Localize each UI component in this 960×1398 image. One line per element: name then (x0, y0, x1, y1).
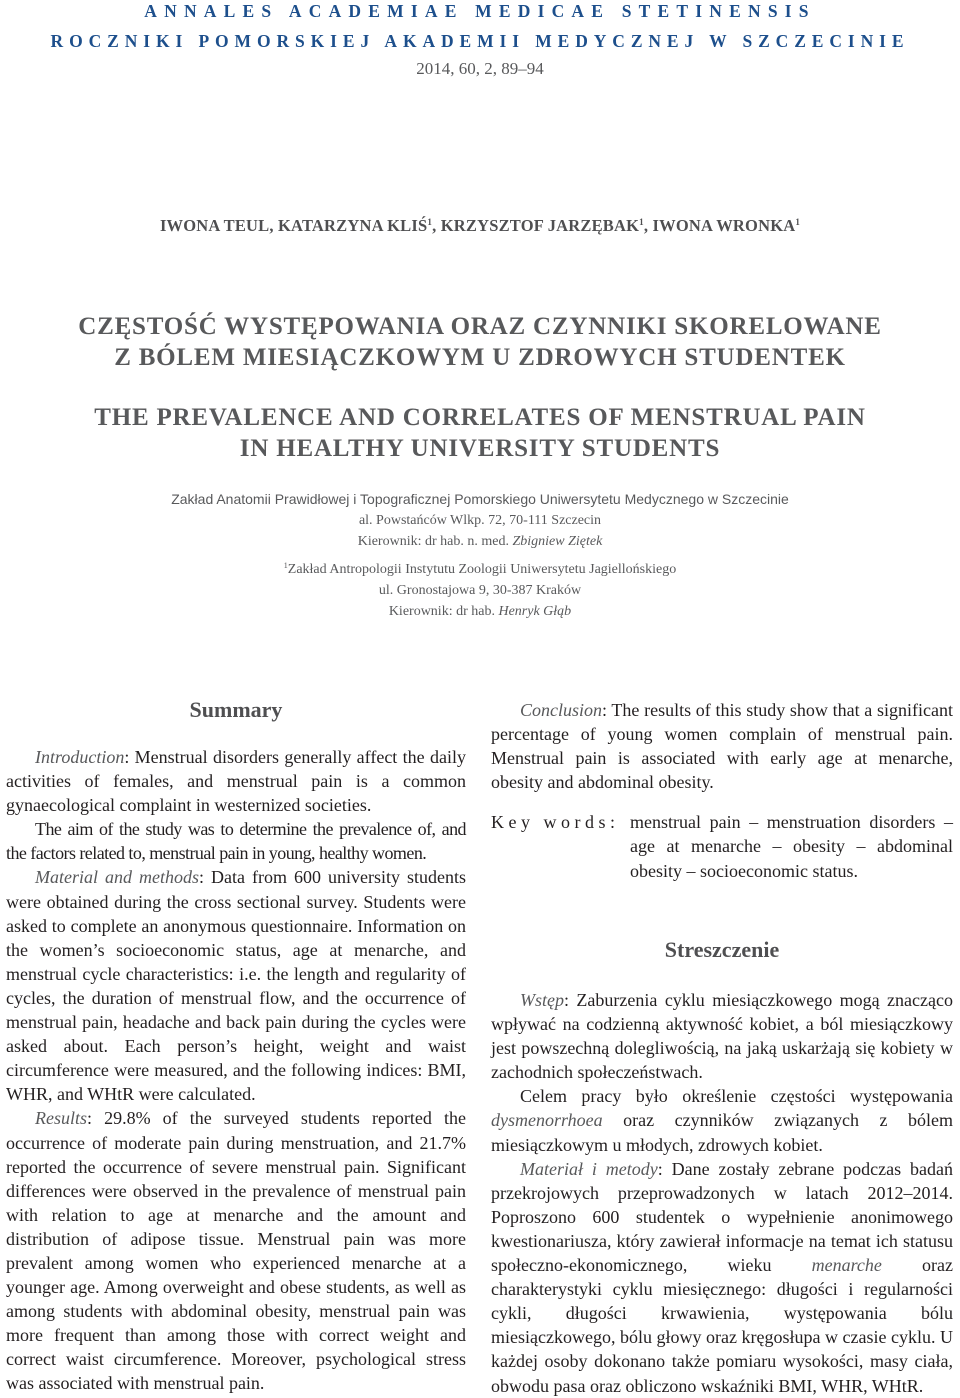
affiliation-1-line-1: Zakład Anatomii Prawidłowej i Topograficznej Pomorskiego Uniwersytetu Medycznego w Szczecinie (171, 491, 789, 507)
streszczenie-body (491, 988, 953, 1398)
author-names-2: , KRZYSZTOF JARZĘBAK (432, 216, 640, 235)
methods-text: : Data from 600 university students were obtained during the cross sectional survey. Students were asked to complete an anonymous questionnaire. Information on the women’s socioeconomic status, age at menarche, and menstrual cycle characteristics: i.e. the length and regularity of cycles, the duration of menstrual flow, and the occurrence of menstrual pain, headache and back pain during the cycles were asked about. Each person’s height, weight and waist circumference were measured, and the following indices: BMI, WHR, and WHtR were calculated. (6, 867, 466, 1105)
head-name: Henryk Głąb (498, 604, 572, 619)
head-label: Kierownik: dr hab. n. med. (357, 534, 513, 549)
results-text: : 29.8% of the surveyed students reported the occurrence of moderate pain during menstruation, and 21.7% reported the occurrence of severe menstrual pain. Significant differences were observed in the prevalence of menstrual pain with relation to age at menarche and the amount and distribution of adipose tissue. Menstrual pain was more prevalent among women who experienced menarche at a younger age. Among overweight and obese students, as well as among students with abdominal obesity, menstrual pain was more frequent than among those with correct weight and correct waist circumference. Moreover, psychological stress was associated with menstrual pain. (6, 1108, 466, 1394)
author-names-3: , IWONA WRONKA (643, 216, 796, 235)
affiliation-2 (0, 555, 960, 622)
author-list (0, 216, 960, 236)
summary-body (6, 745, 466, 1396)
keywords (491, 810, 953, 882)
affiliation-2-line-2: ul. Gronostajowa 9, 30-387 Kraków (378, 583, 582, 598)
summary-continued (491, 698, 953, 883)
title-english-line-1: THE PREVALENCE AND CORRELATES OF MENSTRUAL PAIN (94, 404, 866, 431)
wstep-label: Wstęp (520, 990, 564, 1010)
title-polish-line-1: CZĘSTOŚĆ WYSTĘPOWANIA ORAZ CZYNNIKI SKORELOWANE (78, 313, 882, 340)
affiliation-2-line-1 (0, 555, 960, 580)
author-sup: 1 (427, 217, 433, 227)
head-label: Kierownik: dr hab. (388, 604, 499, 619)
summary-aim: The aim of the study was to determine the prevalence of, and the factors related to, menstrual pain in young, healthy women. (6, 819, 466, 864)
author-sup: 1 (639, 217, 644, 227)
summary-results (6, 1106, 466, 1395)
intro-text: : Menstrual disorders generally affect the daily activities of females, and menstrual pain is a common gynaecological complaint in westernized societies. (6, 747, 466, 816)
wstep-text: : Zaburzenia cyklu miesiączkowego mogą znacząco wpływać na codzienną aktywność kobiet, a ból miesiączkowy jest powszechną dolegliwością, na jaką uskarżają się kobiety w zachodnich społeczeństwach. (491, 990, 953, 1083)
title-english-line-2: IN HEALTHY UNIVERSITY STUDENTS (239, 435, 721, 462)
keywords-label: Key words: (491, 812, 620, 833)
metody-italic: menarche (811, 1255, 882, 1276)
title-english (0, 402, 960, 464)
affiliation-1 (0, 489, 960, 552)
summary-introduction (6, 745, 466, 817)
streszczenie-cel (491, 1084, 953, 1156)
journal-title-latin: ANNALES ACADEMIAE MEDICAE STETINENSIS (144, 1, 816, 21)
metody-text-2: oraz charakterystyki cyklu miesięcznego: długości i regularności cykli, długości krwawienia, występowania bólu miesiączkowego, bólu głowy oraz kręgosłupa w czasie cyklu. U każdej osoby dokonano także pomiaru wysokości, masy ciała, obwodu pasa oraz obliczono wskaźniki BMI, WHR, WHtR. (491, 1255, 953, 1396)
cel-text-2: oraz czynników związanych z bólem miesiączkowym u młodych, zdrowych kobiet. (491, 1110, 953, 1155)
affiliation-2-head (0, 601, 960, 622)
journal-reference: 2014, 60, 2, 89–94 (416, 59, 544, 78)
cel-italic: dysmenorrhoea (491, 1110, 603, 1131)
streszczenie-heading: Streszczenie (664, 937, 780, 962)
streszczenie-metody (491, 1157, 953, 1398)
head-name: Zbigniew Ziętek (512, 534, 603, 549)
summary-conclusion (491, 698, 953, 794)
metody-label: Materiał i metody (520, 1158, 658, 1179)
conclusion-label: Conclusion (520, 700, 603, 720)
intro-label: Introduction (35, 747, 125, 767)
affiliation-1-line-2: al. Powstańców Wlkp. 72, 70-111 Szczecin (358, 513, 602, 528)
keywords-text: menstrual pain – menstruation disorders – age at menarche – obesity – abdominal obesity – socioeconomic status. (630, 812, 953, 881)
methods-label: Material and methods (35, 867, 199, 888)
affiliation-1-head (0, 531, 960, 552)
cel-text-1: Celem pracy było określenie częstości występowania (520, 1086, 953, 1107)
author-sup: 1 (795, 217, 801, 227)
summary-methods (6, 865, 466, 1106)
title-polish (0, 311, 960, 373)
results-label: Results (35, 1108, 87, 1129)
metody-text-1: : Dane zostały zebrane podczas badań przekrojowych przeprowadzonych w latach 2012–2014. Poproszono 600 studentek o wypełnienie anonimowego kwestionariusza, który zawierał informacje na temat ich statusu społeczno-ekonomicznego, wieku (491, 1158, 953, 1276)
author-names-1: IWONA TEUL, KATARZYNA KLIŚ (159, 216, 428, 235)
streszczenie-wstep (491, 988, 953, 1084)
summary-heading: Summary (189, 697, 283, 722)
affiliation-sup: 1 (283, 561, 288, 570)
title-polish-line-2: Z BÓLEM MIESIĄCZKOWYM U ZDROWYCH STUDENTEK (114, 344, 846, 371)
journal-title-polish: ROCZNIKI POMORSKIEJ AKADEMII MEDYCZNEJ W SZCZECINIE (50, 31, 910, 51)
affiliation-2-name: Zakład Antropologii Instytutu Zoologii Uniwersytetu Jagiellońskiego (287, 562, 677, 577)
conclusion-text: : The results of this study show that a significant percentage of young women complain of menstrual pain. Menstrual pain is associated with early age at menarche, obesity and abdominal obesity. (491, 700, 953, 793)
